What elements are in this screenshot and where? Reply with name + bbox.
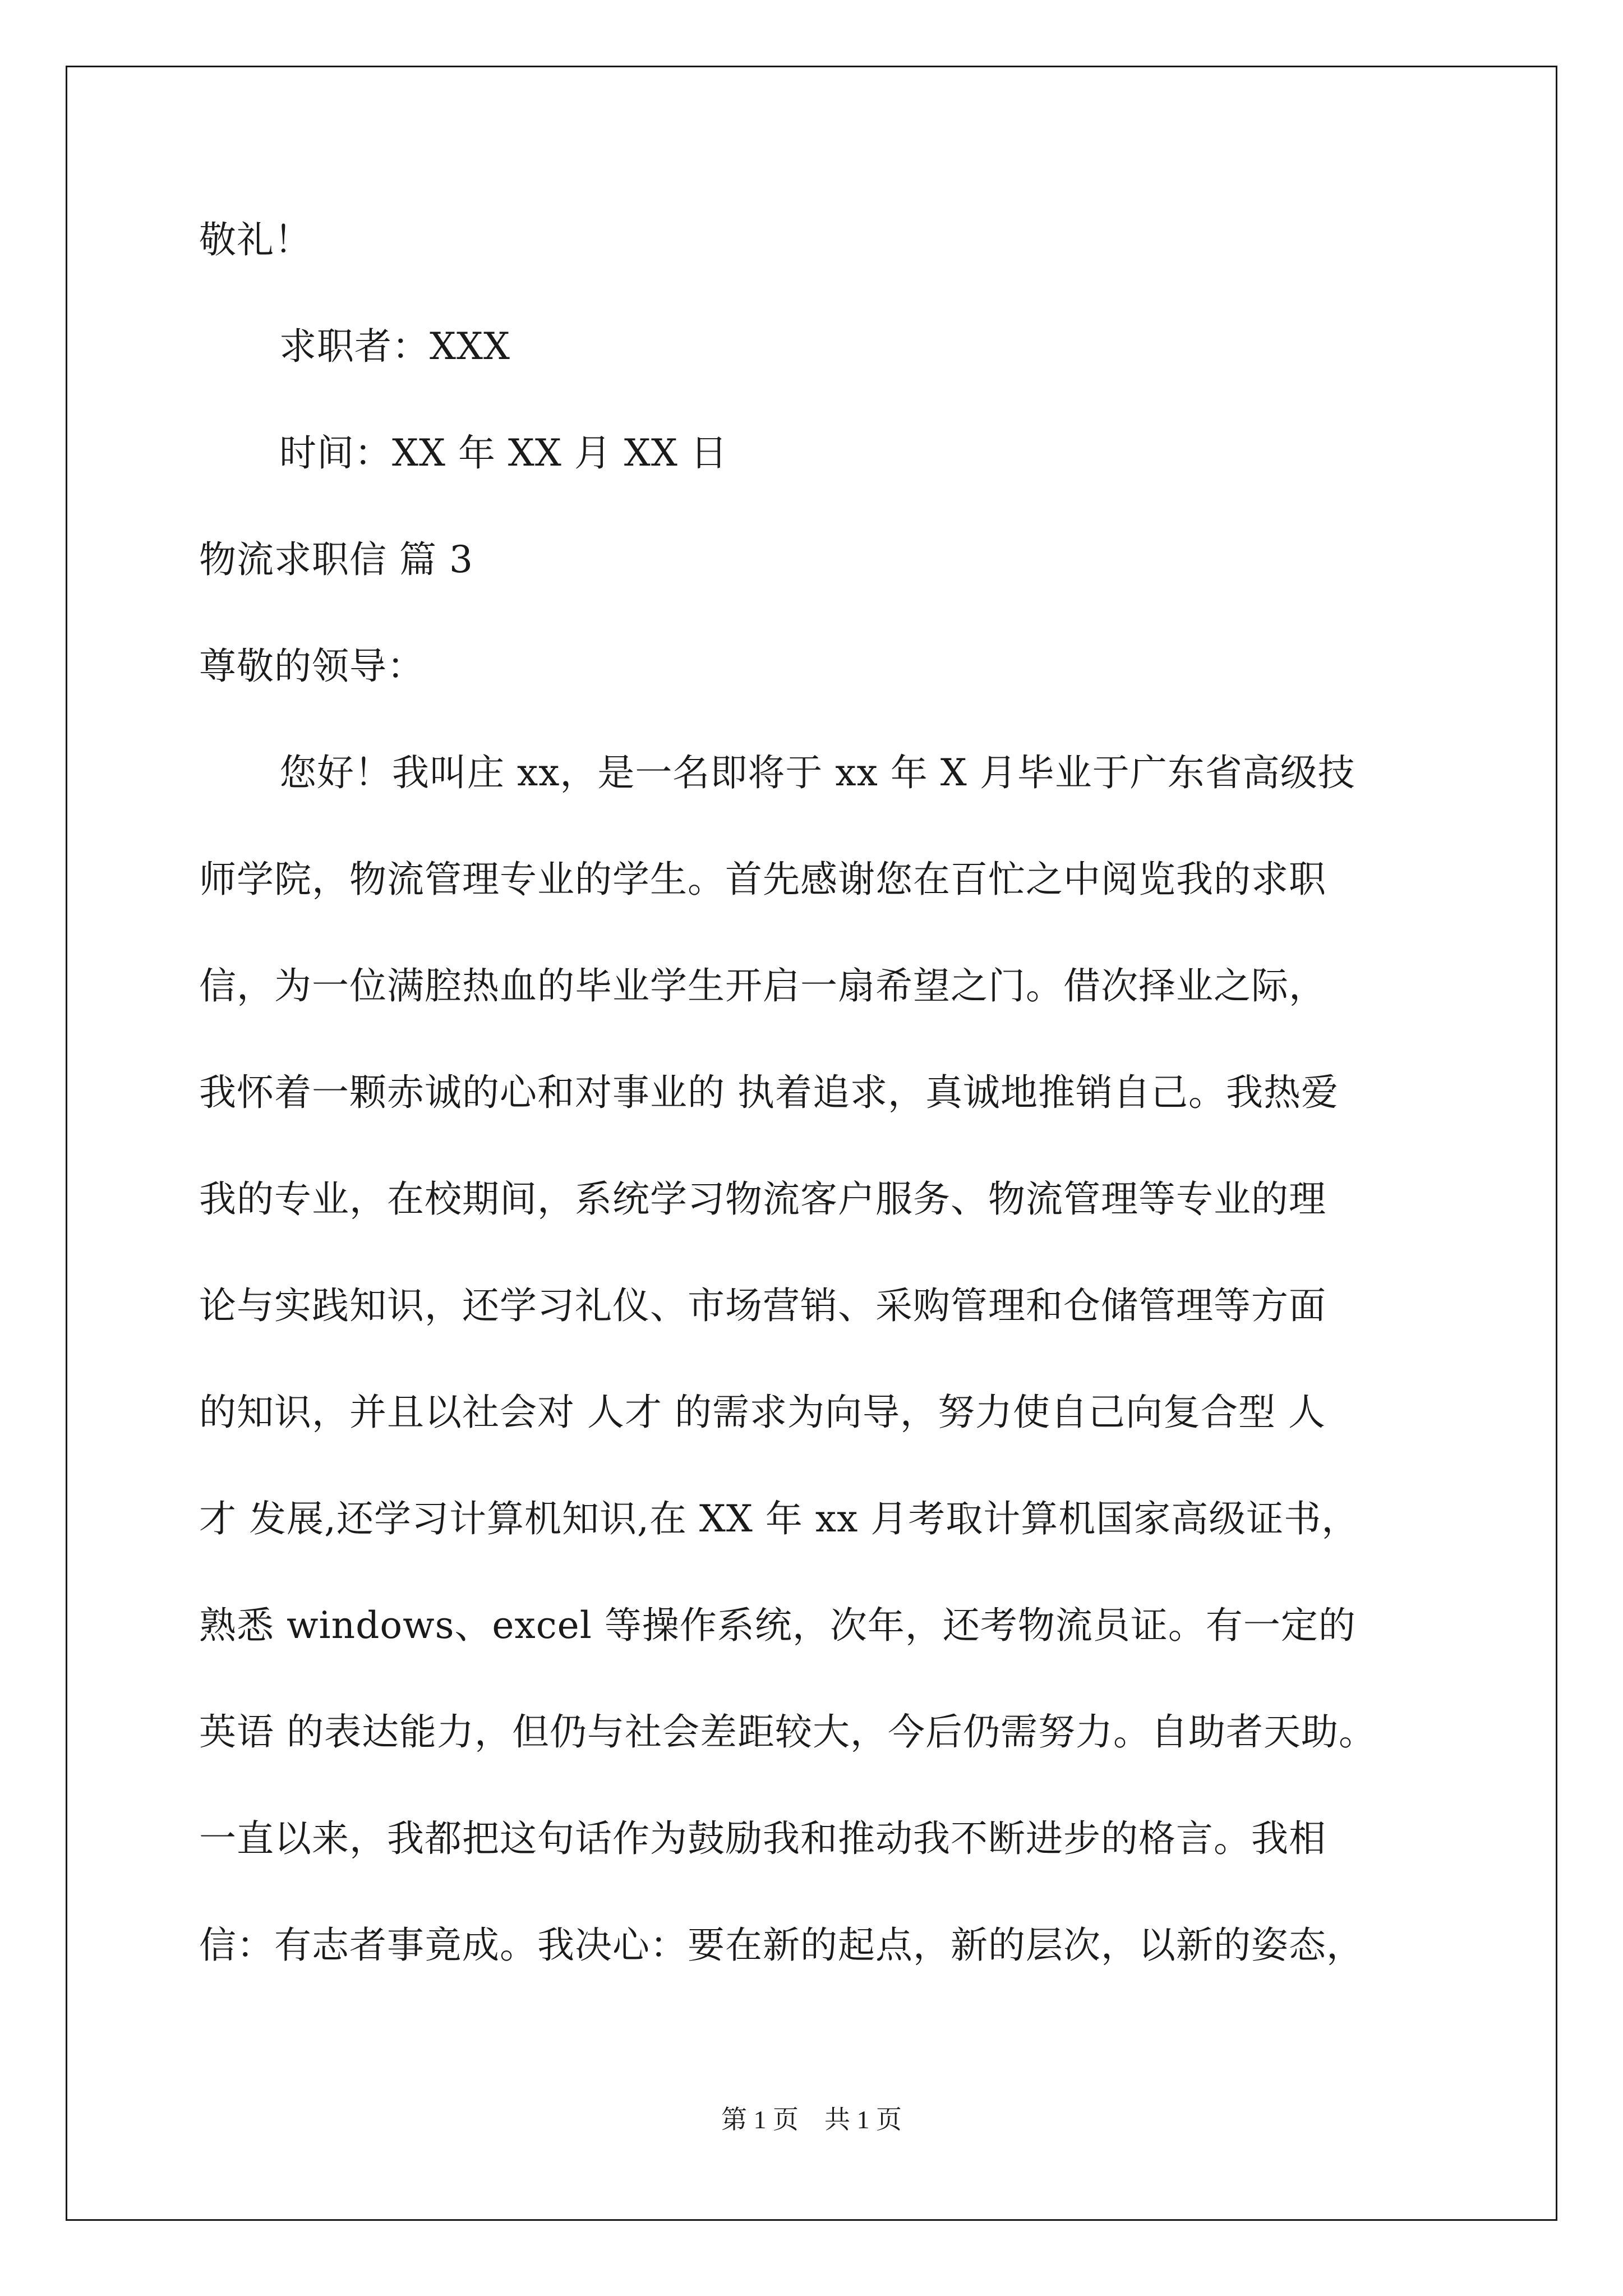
- body-line-7: 的知识，并且以社会对 人才 的需求为向导，努力使自己向复合型 人: [199, 1391, 1326, 1434]
- body-line-3: 信，为一位满腔热血的毕业学生开启一扇希望之门。借次择业之际，: [199, 964, 1326, 1007]
- body-line-10: 英语 的表达能力，但仍与社会差距较大，今后仍需努力。自助者天助。: [199, 1710, 1376, 1754]
- body-line-2: 师学院，物流管理专业的学生。首先感谢您在百忙之中阅览我的求职: [199, 858, 1326, 901]
- page-border: [66, 66, 1557, 2221]
- date-line: 时间：XX 年 XX 月 XX 日: [279, 431, 728, 475]
- body-line-4: 我怀着一颗赤诚的心和对事业的 执着追求，真诚地推销自己。我热爱: [199, 1071, 1339, 1114]
- section-heading: 物流求职信 篇 3: [199, 538, 473, 581]
- body-line-9: 熟悉 windows、excel 等操作系统，次年，还考物流员证。有一定的: [199, 1604, 1356, 1647]
- body-line-11: 一直以来，我都把这句话作为鼓励我和推动我不断进步的格言。我相: [199, 1817, 1326, 1860]
- body-line-8: 才 发展,还学习计算机知识,在 XX 年 xx 月考取计算机国家高级证书，: [199, 1497, 1359, 1540]
- closing-salutation: 敬礼！: [199, 218, 312, 261]
- body-line-1: 您好！我叫庄 xx，是一名即将于 xx 年 X 月毕业于广东省高级技: [279, 751, 1355, 794]
- applicant-line: 求职者：XXX: [279, 325, 510, 368]
- body-line-5: 我的专业，在校期间，系统学习物流客户服务、物流管理等专业的理: [199, 1177, 1326, 1221]
- body-line-12: 信：有志者事竟成。我决心：要在新的起点，新的层次，以新的姿态，: [199, 1924, 1364, 1967]
- body-line-6: 论与实践知识，还学习礼仪、市场营销、采购管理和仓储管理等方面: [199, 1284, 1326, 1327]
- greeting: 尊敬的领导：: [199, 645, 425, 688]
- page-number-footer: 第 1 页 共 1 页: [721, 2105, 902, 2134]
